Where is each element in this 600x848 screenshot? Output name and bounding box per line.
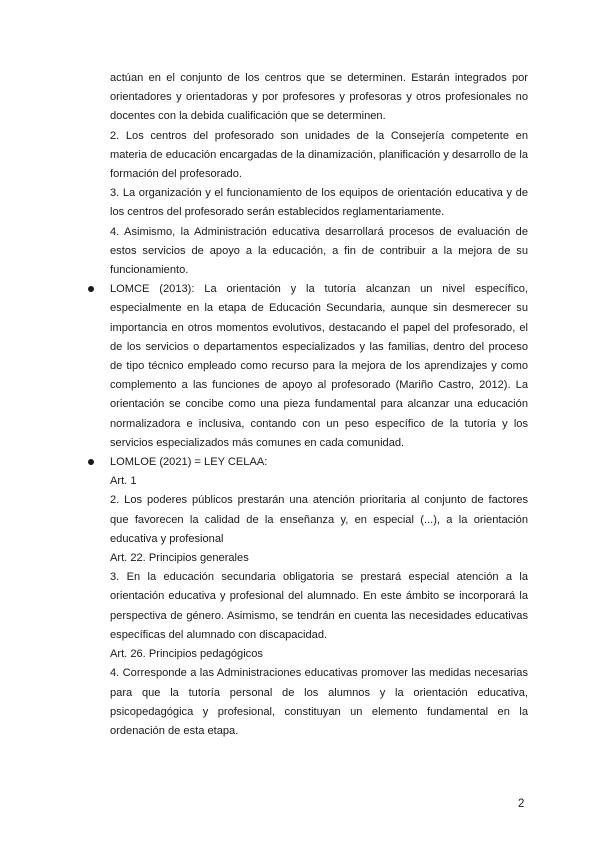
article-text: 2. Los poderes públicos prestarán una atención prioritaria al conjunto de factores que favorecen la calidad de la enseñanza y, en especial (...), a la orientación educativa y profesional	[110, 494, 528, 545]
page-body	[110, 69, 528, 741]
article-heading: Art. 26. Principios pedagógicos	[110, 648, 263, 661]
article-text: 4. Corresponde a las Administraciones educativas promover las medidas necesarias para que la tutoría personal de los alumnos y la orientación educativa, psicopedagógica y profesional, constituyan un elemento fundamental en la ordenación de esta etapa.	[110, 667, 528, 737]
paragraph: 4. Asimismo, la Administración educativa desarrollará procesos de evaluación de estos servicios de apoyo a la educación, a fin de contribuir a la mejora de su funcionamiento.	[110, 225, 528, 277]
bullet-item-lomce	[110, 280, 528, 453]
bullet-text: LOMLOE (2021) = LEY CELAA:	[110, 456, 268, 469]
paragraph: 3. La organización y el funcionamiento de los equipos de orientación educativa y de los centros del profesorado serán establecidos reglamentariamente.	[110, 187, 528, 219]
article-heading: Art. 22. Principios generales	[110, 552, 249, 565]
article-text: 3. En la educación secundaria obligatoria se prestará especial atención a la orientación educativa y profesional del alumnado. En este ámbito se incorporará la perspectiva de género. Asimismo, se tendrán en cuenta las necesidades educativas específicas del alumnado con discapacidad.	[110, 571, 528, 641]
bullet-item-lomloe	[110, 453, 528, 472]
paragraph: 2. Los centros del profesorado son unidades de la Consejería competente en materia de educación encargadas de la dinamización, planificación y desarrollo de la formación del profesorado.	[110, 129, 528, 181]
page-number: 2	[518, 798, 525, 810]
article-heading: Art. 1	[110, 475, 137, 488]
bullet-icon	[88, 459, 94, 465]
bullet-icon	[88, 286, 94, 292]
paragraph: actúan en el conjunto de los centros que se determinen. Estarán integrados por orientadores y orientadoras y por profesores y profesoras y otros profesionales no docentes con la debida cualificación que se determinen.	[110, 72, 528, 123]
bullet-text: LOMCE (2013): La orientación y la tutoría alcanzan un nivel específico, especialmente en la etapa de Educación Secundaria, aunque sin desmerecer su importancia en otros momentos evolutivos, destacando el papel del profesorado, el de los servicios o departamentos especializados y las familias, dentro del proceso de tipo técnico empleado como recurso para la mejora de los aprendizajes y como complemento a las funciones de apoyo al profesorado (Mariño Castro, 2012). La orientación se concibe como una pieza fundamental para alcanzar una educación normalizadora e inclusiva, contando con un peso específico de la tutoría y los servicios especializados más comunes en cada comunidad.	[110, 283, 528, 449]
